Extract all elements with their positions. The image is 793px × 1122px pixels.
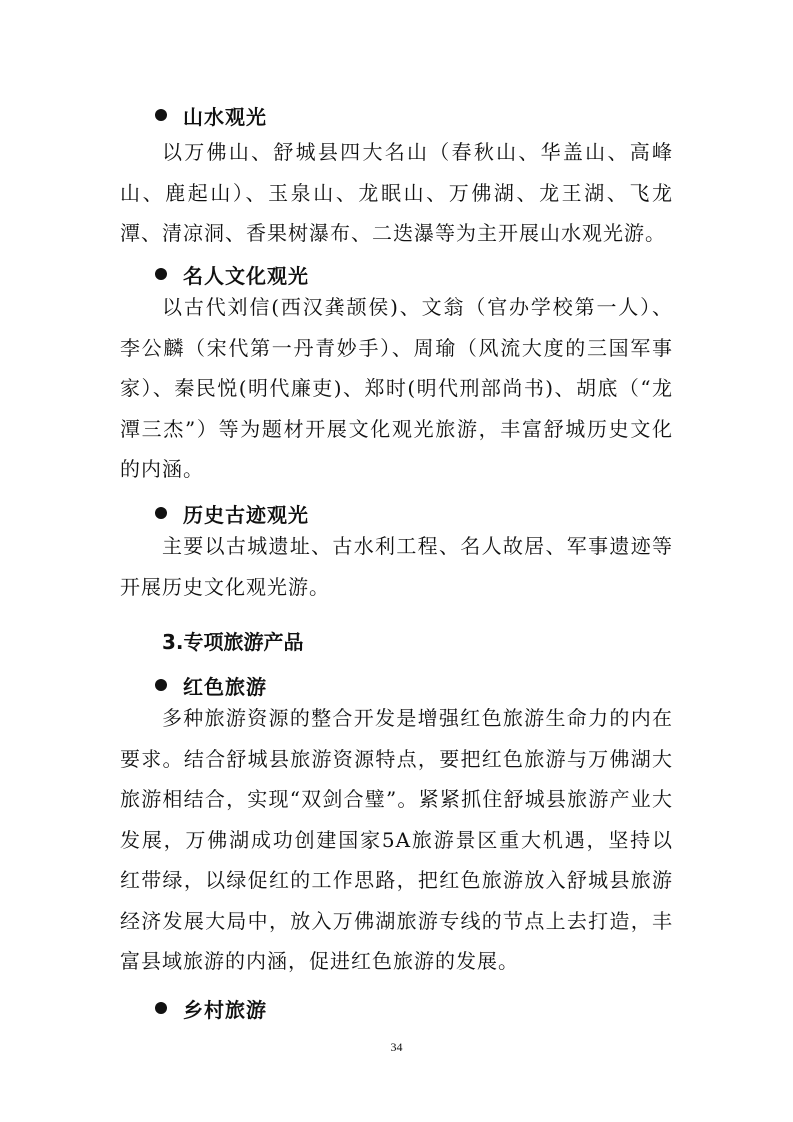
page-number: 34 — [390, 1040, 403, 1054]
paragraph-red-tourism: 多种旅游资源的整合开发是增强红色旅游生命力的内在要求。结合舒城县旅游资源特点，要把红色旅游与万佛湖大旅游相结合，实现“双剑合璧”。紧紧抓住舒城县旅游产业大发展，万佛湖成功创建国家5A旅游景区重大机遇，坚持以红带绿，以绿促红的工作思路，把红色旅游放入舒城县旅游经济发展大局中，放入万佛湖旅游专线的节点上去打造，丰富县域旅游的内涵，促进红色旅游的发展。 — [120, 706, 673, 973]
section-title-special-products: 3.专项旅游产品 — [162, 629, 304, 654]
heading-text: 历史古迹观光 — [183, 502, 309, 527]
bullet-icon — [155, 1002, 167, 1014]
heading-text: 红色旅游 — [183, 674, 267, 699]
bullet-icon — [155, 109, 167, 121]
heading-rural-tourism — [155, 992, 267, 1024]
bullet-icon — [155, 507, 167, 519]
heading-text: 乡村旅游 — [183, 997, 267, 1022]
bullet-icon — [155, 679, 167, 691]
paragraph-landscape-sightseeing: 以万佛山、舒城县四大名山（春秋山、华盖山、高峰山、鹿起山）、玉泉山、龙眠山、万佛湖、龙王湖、飞龙潭、清凉洞、香果树瀑布、二迭瀑等为主开展山水观光游。 — [120, 140, 673, 245]
heading-text: 山水观光 — [183, 104, 267, 129]
heading-text: 名人文化观光 — [183, 263, 309, 288]
heading-celebrity-culture — [155, 258, 309, 290]
paragraph-historic-sites: 主要以古城遗址、古水利工程、名人故居、军事遗迹等开展历史文化观光游。 — [120, 534, 673, 599]
bullet-icon — [155, 268, 167, 280]
paragraph-celebrity-culture: 以古代刘信(西汉龚颉侯)、文翁（官办学校第一人）、李公麟（宋代第一丹青妙手）、周瑜（风流大度的三国军事家）、秦民悦(明代廉吏)、郑时(明代刑部尚书)、胡底（“龙潭三杰”）等为题材开展文化观光旅游，丰富舒城历史文化的内涵。 — [120, 295, 673, 481]
heading-red-tourism — [155, 669, 267, 701]
heading-historic-sites — [155, 497, 309, 529]
heading-landscape-sightseeing — [155, 99, 267, 131]
